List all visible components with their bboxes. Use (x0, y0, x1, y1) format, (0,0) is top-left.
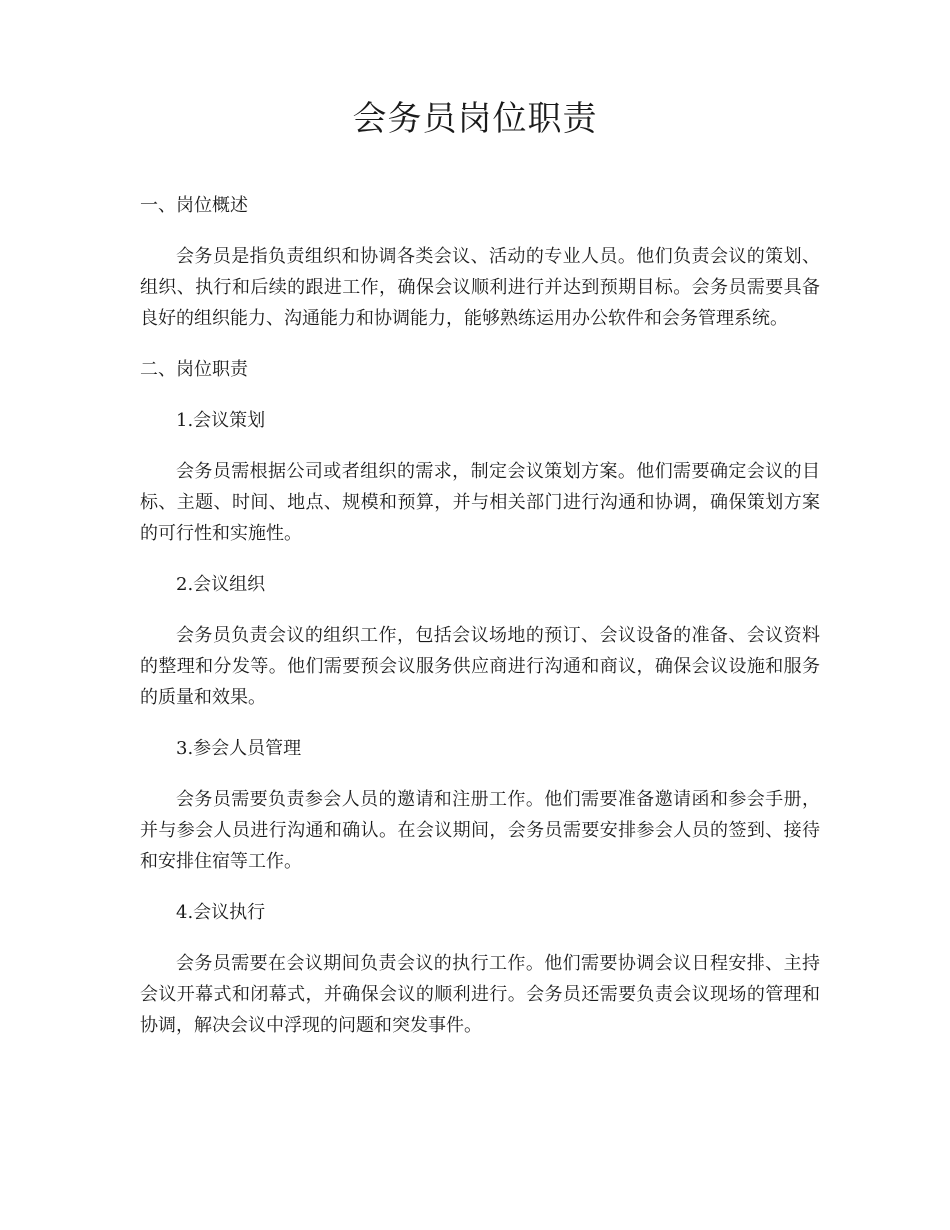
document-title: 会务员岗位职责 (352, 99, 598, 139)
section-heading-duties: 二、岗位职责 (140, 359, 248, 380)
duty-paragraph-organization: 会务员负责会议的组织工作，包括会议场地的预订、会议设备的准备、会议资料的整理和分发等。他们需要预会议服务供应商进行沟通和商议，确保会议设施和服务的质量和效果。 (140, 625, 820, 708)
duty-heading-organization: 2.会议组织 (176, 574, 266, 595)
duty-paragraph-attendee-management: 会务员需要负责参会人员的邀请和注册工作。他们需要准备邀请函和参会手册，并与参会人员进行沟通和确认。在会议期间，会务员需要安排参会人员的签到、接待和安排住宿等工作。 (140, 789, 820, 872)
overview-paragraph: 会务员是指负责组织和协调各类会议、活动的专业人员。他们负责会议的策划、组织、执行和后续的跟进工作，确保会议顺利进行并达到预期目标。会务员需要具备良好的组织能力、沟通能力和协调能力，能够熟练运用办公软件和会务管理系统。 (140, 246, 820, 329)
duty-paragraph-execution: 会务员需要在会议期间负责会议的执行工作。他们需要协调会议日程安排、主持会议开幕式和闭幕式，并确保会议的顺利进行。会务员还需要负责会议现场的管理和协调，解决会议中浮现的问题和突发事件。 (140, 953, 820, 1036)
duty-heading-planning: 1.会议策划 (176, 410, 266, 431)
duty-heading-execution: 4.会议执行 (176, 902, 266, 923)
duty-heading-attendee-management: 3.参会人员管理 (176, 738, 302, 759)
document-body (140, 190, 820, 1061)
section-heading-overview: 一、岗位概述 (140, 195, 248, 216)
duty-paragraph-planning: 会务员需根据公司或者组织的需求，制定会议策划方案。他们需要确定会议的目标、主题、时间、地点、规模和预算，并与相关部门进行沟通和协调，确保策划方案的可行性和实施性。 (140, 461, 820, 544)
